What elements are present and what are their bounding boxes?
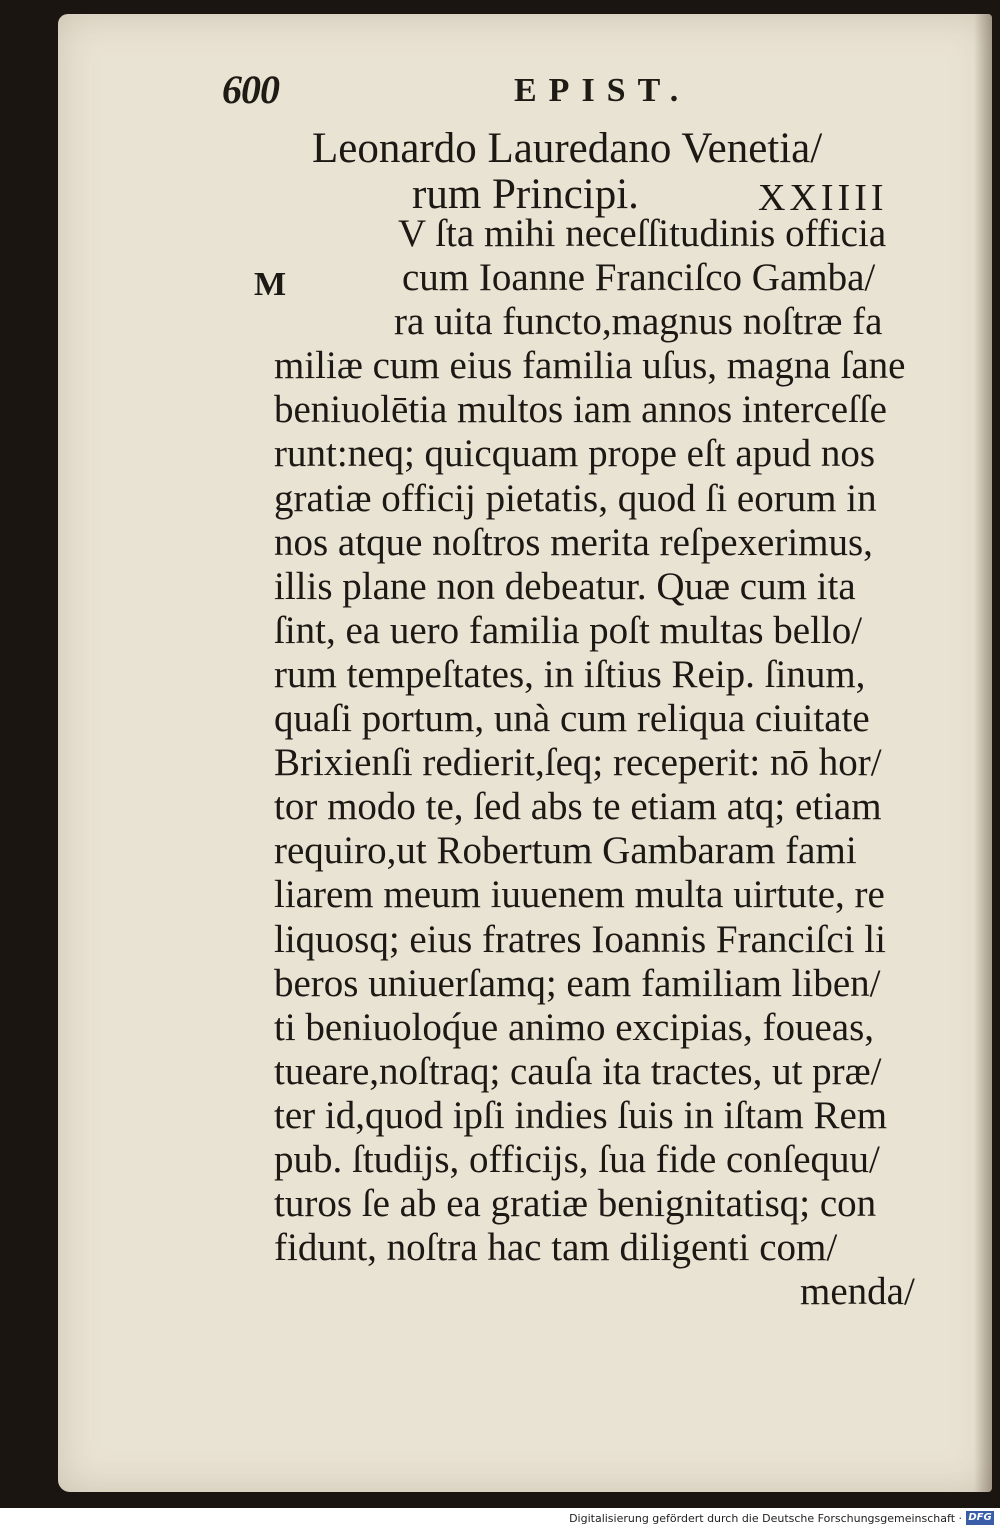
body-line: tueare,noſtraq; cauſa ita tractes, ut præ/ <box>274 1049 882 1093</box>
body-line: pub. ſtudijs, officijs, ſua fide conſequu/ <box>274 1137 880 1181</box>
page-number: 600 <box>222 67 279 112</box>
body-line: Brixienſi redierit,ſeq; receperit: nō hor/ <box>274 741 882 785</box>
letter-number: XXIIII <box>758 177 888 219</box>
margin-letter: M <box>254 266 287 303</box>
funding-credit: Digitalisierung gefördert durch die Deutsche Forschungsgemeinschaft · <box>569 1512 962 1525</box>
catchword: menda/ <box>800 1270 915 1314</box>
body-line: runt:neq; quicquam prope eſt apud nos <box>274 432 876 476</box>
letter-title-line-1: Leonardo Lauredano Venetia/ <box>312 125 823 172</box>
body-line: rum tempeſtates, in iſtius Reip. ſinum, <box>274 652 866 696</box>
body-line: V ſta mihi neceſſitudinis officia <box>398 212 887 255</box>
body-line: illis plane non debeatur. Quæ cum ita <box>274 564 856 608</box>
body-line: ſint, ea uero familia poſt multas bello/ <box>274 608 863 652</box>
body-line: quaſi portum, unà cum reliqua ciuitate <box>274 697 870 741</box>
running-head: EPIST. <box>514 72 691 109</box>
body-line: gratiæ officij pietatis, quod ſi eorum in <box>274 476 877 520</box>
body-line: tor modo te, ſed abs te etiam atq; etiam <box>274 785 882 829</box>
body-line: beros uniuerſamq; eam familiam liben/ <box>274 961 881 1005</box>
body-line: nos atque noſtros merita reſpexerimus, <box>274 520 873 564</box>
body-line: liquosq; eius fratres Ioannis Franciſci li <box>274 917 886 961</box>
letter-title-line-2: rum Principi. <box>412 171 639 218</box>
body-line: requiro,ut Robertum Gambaram fami <box>274 829 857 873</box>
body-line: cum Ioanne Franciſco Gamba/ <box>402 256 876 300</box>
body-line: ter id,quod ipſi indies ſuis in iſtam Rem <box>274 1093 888 1137</box>
body-line: turos ſe ab ea gratiæ benignitatisq; con <box>274 1182 877 1226</box>
body-line: ti beniuoloq́ue animo excipias, foueas, <box>274 1005 875 1049</box>
body-line: miliæ cum eius familia uſus, magna ſane <box>274 344 906 388</box>
body-line: ra uita functo,magnus noſtræ fa <box>394 300 883 344</box>
body-line: liarem meum iuuenem multa uirtute, re <box>274 873 885 917</box>
page-edge-shadow <box>974 14 992 1492</box>
body-line: fidunt, noſtra hac tam diligenti com/ <box>274 1226 838 1270</box>
dfg-logo: DFG <box>966 1511 994 1525</box>
body-line: beniuolētia multos iam annos interceſſe <box>274 388 887 432</box>
letter-body <box>214 212 914 1314</box>
